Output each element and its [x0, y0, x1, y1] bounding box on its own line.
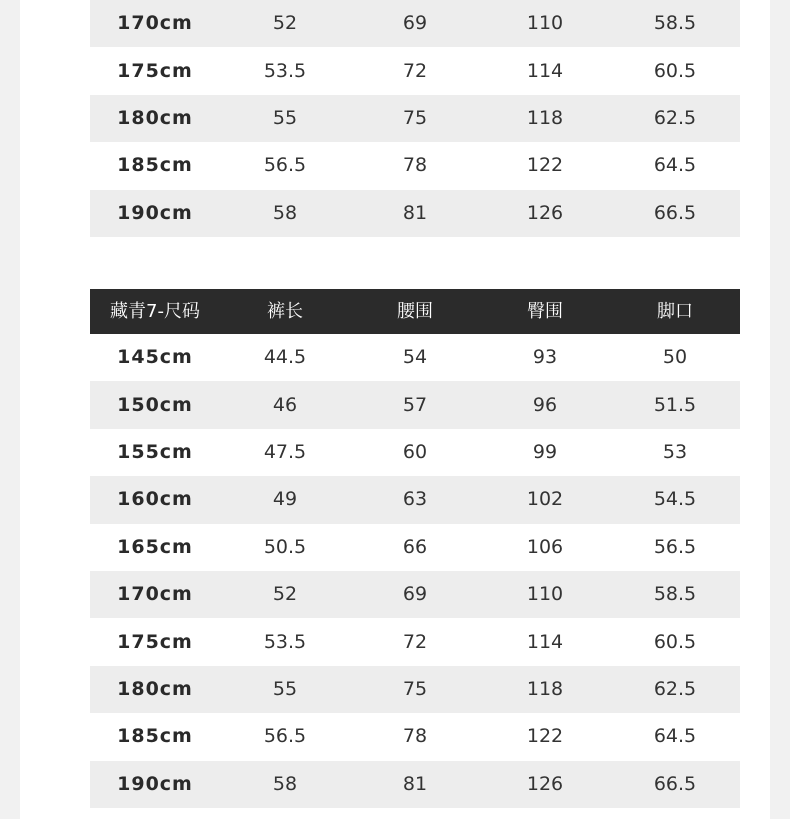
measurement-cell: 78 — [402, 154, 428, 177]
measurement-cell: 75 — [402, 106, 428, 129]
size-cell: 185cm — [117, 725, 193, 748]
measurement-cell: 64.5 — [653, 725, 697, 748]
measurement-cell: 106 — [526, 535, 564, 558]
size-cell: 170cm — [117, 583, 193, 606]
header-leg-opening: 脚口 — [657, 300, 693, 322]
measurement-cell: 126 — [526, 201, 564, 224]
measurement-cell: 114 — [526, 59, 564, 82]
measurement-cell: 60 — [402, 440, 428, 463]
size-table-navy-7 — [90, 289, 740, 808]
measurement-cell: 53.5 — [263, 59, 307, 82]
measurement-cell: 52 — [272, 583, 298, 606]
measurement-cell: 72 — [402, 630, 428, 653]
measurement-cell: 57 — [402, 393, 428, 416]
table-row — [90, 761, 740, 808]
measurement-cell: 69 — [402, 12, 428, 35]
table-row — [90, 571, 740, 618]
table-row — [90, 524, 740, 571]
measurement-cell: 58 — [272, 772, 298, 795]
measurement-cell: 81 — [402, 772, 428, 795]
size-table-continued — [90, 0, 740, 237]
measurement-cell: 78 — [402, 725, 428, 748]
table-row — [90, 713, 740, 760]
size-cell: 150cm — [117, 393, 193, 416]
measurement-cell: 44.5 — [263, 346, 307, 369]
measurement-cell: 66.5 — [653, 772, 697, 795]
size-cell: 180cm — [117, 106, 193, 129]
measurement-cell: 62.5 — [653, 106, 697, 129]
header-waist: 腰围 — [397, 300, 433, 322]
measurement-cell: 58.5 — [653, 583, 697, 606]
table-header-row — [90, 289, 740, 334]
measurement-cell: 55 — [272, 677, 298, 700]
measurement-cell: 99 — [532, 440, 558, 463]
table-row — [90, 618, 740, 665]
size-cell: 190cm — [117, 201, 193, 224]
measurement-cell: 55 — [272, 106, 298, 129]
size-cell: 185cm — [117, 154, 193, 177]
table-row — [90, 95, 740, 142]
size-cell: 155cm — [117, 440, 193, 463]
measurement-cell: 56.5 — [263, 154, 307, 177]
measurement-cell: 51.5 — [653, 393, 697, 416]
size-cell: 175cm — [117, 630, 193, 653]
measurement-cell: 118 — [526, 106, 564, 129]
measurement-cell: 53.5 — [263, 630, 307, 653]
header-size: 藏青7-尺码 — [110, 300, 200, 322]
measurement-cell: 114 — [526, 630, 564, 653]
measurement-cell: 54 — [402, 346, 428, 369]
measurement-cell: 93 — [532, 346, 558, 369]
measurement-cell: 58.5 — [653, 12, 697, 35]
size-cell: 175cm — [117, 59, 193, 82]
measurement-cell: 126 — [526, 772, 564, 795]
table-row — [90, 476, 740, 523]
measurement-cell: 102 — [526, 488, 564, 511]
measurement-cell: 72 — [402, 59, 428, 82]
measurement-cell: 58 — [272, 201, 298, 224]
table-row — [90, 47, 740, 94]
measurement-cell: 49 — [272, 488, 298, 511]
header-pants-length: 裤长 — [267, 300, 303, 322]
measurement-cell: 50 — [662, 346, 688, 369]
table-row — [90, 190, 740, 237]
measurement-cell: 69 — [402, 583, 428, 606]
measurement-cell: 52 — [272, 12, 298, 35]
header-hip: 臀围 — [527, 300, 563, 322]
measurement-cell: 60.5 — [653, 630, 697, 653]
measurement-cell: 66 — [402, 535, 428, 558]
measurement-cell: 56.5 — [653, 535, 697, 558]
measurement-cell: 96 — [532, 393, 558, 416]
measurement-cell: 118 — [526, 677, 564, 700]
size-cell: 170cm — [117, 12, 193, 35]
measurement-cell: 54.5 — [653, 488, 697, 511]
table-row — [90, 381, 740, 428]
size-cell: 165cm — [117, 535, 193, 558]
measurement-cell: 46 — [272, 393, 298, 416]
measurement-cell: 110 — [526, 12, 564, 35]
size-cell: 190cm — [117, 772, 193, 795]
size-cell: 180cm — [117, 677, 193, 700]
size-chart-page — [20, 0, 770, 819]
measurement-cell: 62.5 — [653, 677, 697, 700]
table-row — [90, 0, 740, 47]
measurement-cell: 53 — [662, 440, 688, 463]
table-row — [90, 142, 740, 189]
table-row — [90, 666, 740, 713]
measurement-cell: 122 — [526, 154, 564, 177]
measurement-cell: 60.5 — [653, 59, 697, 82]
measurement-cell: 56.5 — [263, 725, 307, 748]
measurement-cell: 110 — [526, 583, 564, 606]
measurement-cell: 47.5 — [263, 440, 307, 463]
measurement-cell: 63 — [402, 488, 428, 511]
measurement-cell: 50.5 — [263, 535, 307, 558]
table-row — [90, 334, 740, 381]
measurement-cell: 81 — [402, 201, 428, 224]
measurement-cell: 122 — [526, 725, 564, 748]
size-cell: 160cm — [117, 488, 193, 511]
measurement-cell: 64.5 — [653, 154, 697, 177]
measurement-cell: 66.5 — [653, 201, 697, 224]
measurement-cell: 75 — [402, 677, 428, 700]
size-cell: 145cm — [117, 346, 193, 369]
table-row — [90, 429, 740, 476]
